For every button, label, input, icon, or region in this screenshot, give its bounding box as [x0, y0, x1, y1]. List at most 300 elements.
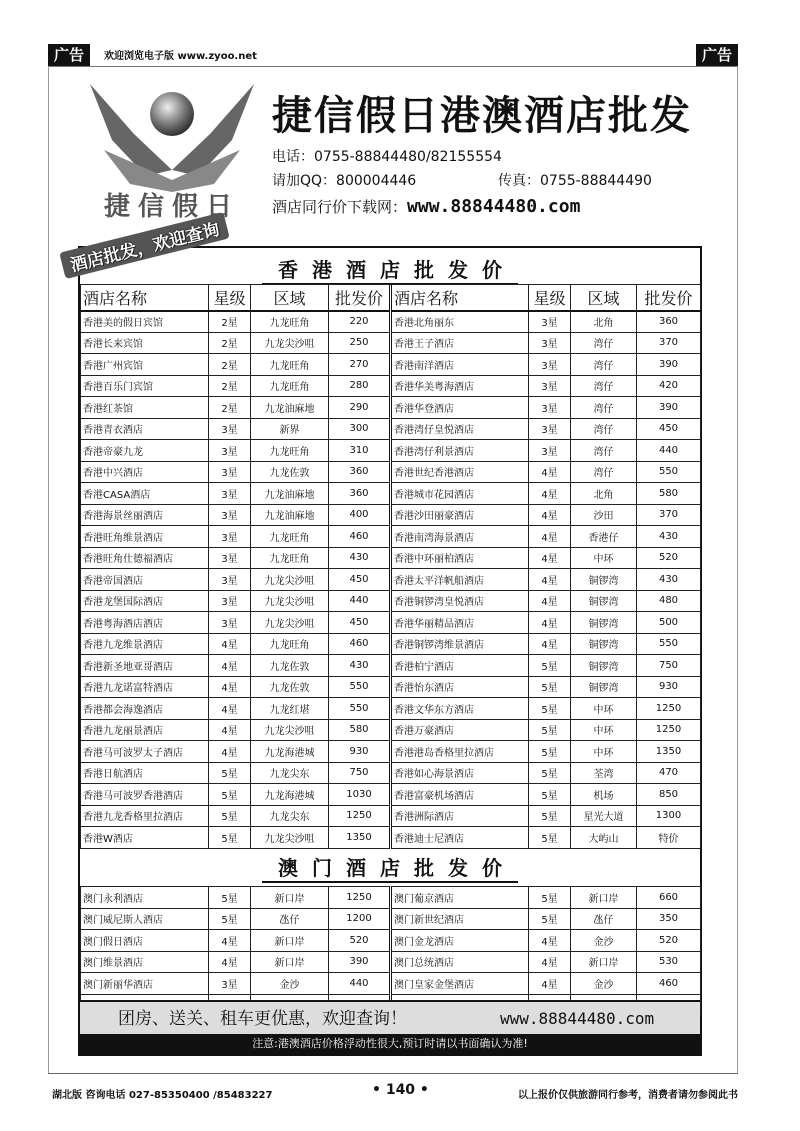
hotel-name: 香港美的假日宾馆: [81, 311, 209, 333]
wholesale-price: 特价: [637, 827, 701, 849]
table-row: [81, 676, 701, 698]
area: 九龙油麻地: [251, 504, 329, 526]
star-rating: 2星: [209, 375, 251, 397]
wholesale-price: 300: [329, 418, 391, 440]
area: 星光大道: [571, 805, 637, 827]
wholesale-price: 520: [637, 547, 701, 569]
star-rating: 3星: [209, 504, 251, 526]
wholesale-price: 550: [329, 698, 391, 720]
area: 新界: [251, 418, 329, 440]
hotel-name: 香港柏宁酒店: [391, 655, 529, 677]
logo-text: 捷信假日: [103, 192, 240, 222]
area: 湾仔: [571, 375, 637, 397]
wholesale-price: 360: [329, 461, 391, 483]
area: 湾仔: [571, 397, 637, 419]
area: 九龙佐敦: [251, 655, 329, 677]
area: 九龙油麻地: [251, 483, 329, 505]
wholesale-price: 750: [329, 762, 391, 784]
star-rating: 4星: [529, 547, 571, 569]
star-rating: 4星: [529, 526, 571, 548]
hotel-name: 香港海景丝丽酒店: [81, 504, 209, 526]
star-rating: 4星: [209, 930, 251, 952]
wholesale-price: 550: [637, 461, 701, 483]
hotel-name: 香港湾仔皇悦酒店: [391, 418, 529, 440]
wholesale-price: 420: [637, 375, 701, 397]
star-rating: 2星: [209, 354, 251, 376]
table-row: [81, 547, 701, 569]
hotel-name: 香港旺角仕德福酒店: [81, 547, 209, 569]
wholesale-price: 580: [329, 719, 391, 741]
area: 新口岸: [251, 887, 329, 909]
hotel-name: 香港港岛香格里拉酒店: [391, 741, 529, 763]
area: 湾仔: [571, 440, 637, 462]
column-header: 区域: [251, 285, 329, 311]
area: 九龙佐敦: [251, 676, 329, 698]
column-header: 星级: [209, 285, 251, 311]
footer-disclaimer: 以上报价仅供旅游同行参考，消费者请勿参阅此书: [518, 1090, 738, 1101]
star-rating: 5星: [209, 762, 251, 784]
area: 九龙尖东: [251, 762, 329, 784]
area: 九龙尖沙咀: [251, 827, 329, 849]
area: 中环: [571, 547, 637, 569]
wholesale-price: 430: [329, 547, 391, 569]
area: 九龙旺角: [251, 526, 329, 548]
area: 铜锣湾: [571, 569, 637, 591]
area: 九龙海港城: [251, 784, 329, 806]
macau-section-title: 澳门酒店批发价: [80, 852, 700, 881]
area: 铜锣湾: [571, 612, 637, 634]
column-header: 酒店名称: [391, 285, 529, 311]
wholesale-price: 660: [637, 887, 701, 909]
star-rating: 5星: [529, 655, 571, 677]
area: 九龙旺角: [251, 311, 329, 333]
hotel-name: 澳门永利酒店: [81, 887, 209, 909]
area: 九龙旺角: [251, 633, 329, 655]
area: 九龙油麻地: [251, 397, 329, 419]
hk-section-title: 香港酒店批发价: [80, 254, 700, 283]
star-rating: 3星: [529, 311, 571, 333]
star-rating: 3星: [529, 418, 571, 440]
hotel-name: 香港怡东酒店: [391, 676, 529, 698]
hotel-name: 澳门皇家金堡酒店: [391, 973, 529, 995]
star-rating: 4星: [209, 951, 251, 973]
area: 北角: [571, 483, 637, 505]
star-rating: 3星: [209, 612, 251, 634]
hotel-name: 香港W酒店: [81, 827, 209, 849]
hotel-name: 香港万豪酒店: [391, 719, 529, 741]
area: 湾仔: [571, 354, 637, 376]
table-row: [81, 741, 701, 763]
hotel-name: 香港中兴酒店: [81, 461, 209, 483]
area: 九龙旺角: [251, 440, 329, 462]
hotel-name: 香港百乐门宾馆: [81, 375, 209, 397]
wholesale-price: 250: [329, 332, 391, 354]
area: 大屿山: [571, 827, 637, 849]
table-row: [81, 908, 701, 930]
wholesale-price: 430: [637, 526, 701, 548]
hotel-name: 澳门金龙酒店: [391, 930, 529, 952]
star-rating: 5星: [529, 676, 571, 698]
hotel-name: 香港铜锣湾皇悦酒店: [391, 590, 529, 612]
footer-rule: [48, 1073, 738, 1074]
star-rating: 3星: [209, 590, 251, 612]
hotel-name: 香港世纪香港酒店: [391, 461, 529, 483]
hk-table-header: [81, 285, 701, 311]
wholesale-price: 470: [637, 762, 701, 784]
wholesale-price: 1250: [637, 719, 701, 741]
area: 荃湾: [571, 762, 637, 784]
website-label: 酒店同行价下载网：: [272, 198, 408, 216]
wholesale-price: 460: [637, 973, 701, 995]
hotel-name: 澳门总统酒店: [391, 951, 529, 973]
table-row: [81, 375, 701, 397]
star-rating: 3星: [529, 354, 571, 376]
star-rating: 4星: [529, 973, 571, 995]
area: 铜锣湾: [571, 590, 637, 612]
website-line: [272, 196, 580, 217]
wholesale-price: 500: [637, 612, 701, 634]
hotel-name: 香港华美粤海酒店: [391, 375, 529, 397]
wholesale-price: 450: [637, 418, 701, 440]
hotel-name: 香港华丽精品酒店: [391, 612, 529, 634]
hotel-name: 香港日航酒店: [81, 762, 209, 784]
hotel-name: 香港文华东方酒店: [391, 698, 529, 720]
hotel-name: 香港北角丽东: [391, 311, 529, 333]
area: 铜锣湾: [571, 655, 637, 677]
wholesale-price: 480: [637, 590, 701, 612]
table-row: [81, 483, 701, 505]
hotel-name: 香港九龙丽景酒店: [81, 719, 209, 741]
wholesale-price: 400: [329, 504, 391, 526]
table-row: [81, 354, 701, 376]
area: 九龙尖东: [251, 805, 329, 827]
wholesale-price: 290: [329, 397, 391, 419]
wholesale-price: 530: [637, 951, 701, 973]
wholesale-price: 220: [329, 311, 391, 333]
wholesale-price: 1200: [329, 908, 391, 930]
hotel-name: 香港中环丽柏酒店: [391, 547, 529, 569]
hotel-name: 香港红茶馆: [81, 397, 209, 419]
wholesale-price: 1030: [329, 784, 391, 806]
table-row: [81, 504, 701, 526]
table-row: [81, 526, 701, 548]
hotel-name: 香港南洋酒店: [391, 354, 529, 376]
area: 香港仔: [571, 526, 637, 548]
area: 九龙尖沙咀: [251, 569, 329, 591]
wholesale-price: 1250: [637, 698, 701, 720]
ad-tag-left: 广告: [48, 44, 90, 66]
star-rating: 4星: [209, 655, 251, 677]
area: 沙田: [571, 504, 637, 526]
hotel-name: 香港马可波罗太子酒店: [81, 741, 209, 763]
table-row: [81, 397, 701, 419]
hotel-name: 香港南湾海景酒店: [391, 526, 529, 548]
hotel-name: 香港旺角维景酒店: [81, 526, 209, 548]
table-row: [81, 418, 701, 440]
star-rating: 3星: [529, 440, 571, 462]
macau-price-table: [80, 886, 701, 1016]
hotel-name: 香港王子酒店: [391, 332, 529, 354]
wholesale-price: 360: [637, 311, 701, 333]
area: 九龙尖沙咀: [251, 332, 329, 354]
right-rule: [737, 66, 738, 1073]
price-list-frame: [78, 246, 702, 1056]
wholesale-price: 520: [637, 930, 701, 952]
table-row: [81, 569, 701, 591]
area: 九龙旺角: [251, 354, 329, 376]
hotel-name: 澳门威尼斯人酒店: [81, 908, 209, 930]
star-rating: 5星: [529, 698, 571, 720]
wholesale-price: 370: [637, 504, 701, 526]
wholesale-price: 430: [329, 655, 391, 677]
hotel-name: 香港湾仔利景酒店: [391, 440, 529, 462]
hotel-name: 香港九龙香格里拉酒店: [81, 805, 209, 827]
brand-title: 捷信假日港澳酒店批发: [272, 93, 692, 139]
star-rating: 4星: [209, 698, 251, 720]
star-rating: 5星: [209, 784, 251, 806]
hotel-name: 香港新圣地亚哥酒店: [81, 655, 209, 677]
wholesale-price: 1250: [329, 805, 391, 827]
table-row: [81, 973, 701, 995]
star-rating: 5星: [529, 887, 571, 909]
table-row: [81, 805, 701, 827]
table-row: [81, 655, 701, 677]
area: 新口岸: [251, 951, 329, 973]
star-rating: 2星: [209, 311, 251, 333]
promo-bar: [80, 1000, 700, 1034]
area: 氹仔: [571, 908, 637, 930]
wholesale-price: 460: [329, 633, 391, 655]
star-rating: 3星: [529, 332, 571, 354]
area: 湾仔: [571, 418, 637, 440]
table-row: [81, 930, 701, 952]
star-rating: 4星: [529, 461, 571, 483]
area: 九龙海港城: [251, 741, 329, 763]
hotel-name: 香港铜锣湾维景酒店: [391, 633, 529, 655]
area: 铜锣湾: [571, 676, 637, 698]
star-rating: 5星: [209, 805, 251, 827]
area: 九龙佐敦: [251, 461, 329, 483]
wholesale-price: 850: [637, 784, 701, 806]
hotel-name: 香港龙堡国际酒店: [81, 590, 209, 612]
star-rating: 5星: [529, 784, 571, 806]
wholesale-price: 390: [329, 951, 391, 973]
hotel-name: 香港都会海逸酒店: [81, 698, 209, 720]
hotel-name: 香港CASA酒店: [81, 483, 209, 505]
phone-text: 电话：0755-88844480/82155554: [272, 149, 502, 165]
area: 九龙红堪: [251, 698, 329, 720]
star-rating: 4星: [209, 719, 251, 741]
wholesale-price: 1350: [637, 741, 701, 763]
top-rule: [48, 66, 738, 67]
area: 中环: [571, 698, 637, 720]
area: 中环: [571, 741, 637, 763]
star-rating: 3星: [529, 397, 571, 419]
table-row: [81, 762, 701, 784]
hotel-name: 香港如心海景酒店: [391, 762, 529, 784]
hotel-name: 香港长来宾馆: [81, 332, 209, 354]
wholesale-price: 370: [637, 332, 701, 354]
footer-contact: 湖北版 咨询电话 027-85350400 /85483227: [52, 1090, 273, 1101]
website-url[interactable]: www.88844480.com: [407, 196, 581, 217]
wholesale-price: 1350: [329, 827, 391, 849]
area: 中环: [571, 719, 637, 741]
table-row: [81, 887, 701, 909]
table-row: [81, 461, 701, 483]
table-row: [81, 332, 701, 354]
star-rating: 4星: [529, 633, 571, 655]
wholesale-price: 1300: [637, 805, 701, 827]
star-rating: 4星: [529, 612, 571, 634]
star-rating: 4星: [529, 951, 571, 973]
wholesale-price: 390: [637, 397, 701, 419]
wholesale-price: 430: [637, 569, 701, 591]
wholesale-price: 460: [329, 526, 391, 548]
star-rating: 3星: [209, 418, 251, 440]
wholesale-price: 550: [637, 633, 701, 655]
star-rating: 3星: [209, 526, 251, 548]
column-header: 星级: [529, 285, 571, 311]
hotel-name: 香港广州宾馆: [81, 354, 209, 376]
star-rating: 2星: [209, 397, 251, 419]
hotel-name: 香港城市花园酒店: [391, 483, 529, 505]
table-row: [81, 633, 701, 655]
star-rating: 3星: [209, 569, 251, 591]
wholesale-price: 1250: [329, 887, 391, 909]
table-row: [81, 590, 701, 612]
star-rating: 5星: [529, 719, 571, 741]
star-rating: 5星: [529, 762, 571, 784]
area: 九龙尖沙咀: [251, 612, 329, 634]
star-rating: 5星: [529, 827, 571, 849]
wholesale-price: 580: [637, 483, 701, 505]
hk-price-table: [80, 284, 701, 849]
table-row: [81, 951, 701, 973]
area: 铜锣湾: [571, 633, 637, 655]
area: 新口岸: [571, 887, 637, 909]
wholesale-price: 520: [329, 930, 391, 952]
wholesale-price: 750: [637, 655, 701, 677]
wholesale-price: 280: [329, 375, 391, 397]
star-rating: 3星: [209, 483, 251, 505]
area: 九龙旺角: [251, 375, 329, 397]
area: 九龙尖沙咀: [251, 590, 329, 612]
star-rating: 4星: [209, 741, 251, 763]
hotel-name: 香港富豪机场酒店: [391, 784, 529, 806]
hotel-name: 香港沙田丽豪酒店: [391, 504, 529, 526]
hotel-name: 澳门新世纪酒店: [391, 908, 529, 930]
stamp-text: 酒店批发，欢迎查询: [59, 212, 230, 279]
wholesale-price: 550: [329, 676, 391, 698]
wholesale-price: 440: [329, 590, 391, 612]
area: 新口岸: [251, 930, 329, 952]
star-rating: 5星: [529, 805, 571, 827]
wholesale-price: 930: [637, 676, 701, 698]
hotel-name: 澳门维景酒店: [81, 951, 209, 973]
top-note: 欢迎浏览电子版 www.zyoo.net: [104, 51, 257, 62]
column-header: 批发价: [329, 285, 391, 311]
star-rating: 3星: [209, 973, 251, 995]
area: 九龙旺角: [251, 547, 329, 569]
wholesale-price: 440: [329, 973, 391, 995]
table-row: [81, 827, 701, 849]
hotel-name: 香港青衣酒店: [81, 418, 209, 440]
hotel-name: 香港粤海酒店酒店: [81, 612, 209, 634]
table-row: [81, 784, 701, 806]
table-row: [81, 698, 701, 720]
ad-tag-right: 广告: [696, 44, 738, 66]
wholesale-price: 270: [329, 354, 391, 376]
star-rating: 3星: [529, 375, 571, 397]
promo-url[interactable]: www.88844480.com: [500, 1009, 655, 1028]
wholesale-price: 390: [637, 354, 701, 376]
hotel-name: 香港华登酒店: [391, 397, 529, 419]
table-row: [81, 719, 701, 741]
wholesale-price: 440: [637, 440, 701, 462]
hotel-name: 香港九龙诺富特酒店: [81, 676, 209, 698]
star-rating: 4星: [209, 676, 251, 698]
hotel-name: 香港帝国酒店: [81, 569, 209, 591]
column-header: 区域: [571, 285, 637, 311]
hotel-name: 澳门葡京酒店: [391, 887, 529, 909]
hotel-name: 澳门新丽华酒店: [81, 973, 209, 995]
promo-text: 团房、送关、租车更优惠，欢迎查询！: [118, 1009, 407, 1029]
star-rating: 5星: [529, 908, 571, 930]
hotel-name: 澳门假日酒店: [81, 930, 209, 952]
star-rating: 3星: [209, 547, 251, 569]
star-rating: 4星: [529, 569, 571, 591]
star-rating: 4星: [529, 483, 571, 505]
star-rating: 4星: [529, 504, 571, 526]
star-rating: 5星: [209, 887, 251, 909]
hotel-name: 香港洲际酒店: [391, 805, 529, 827]
hotel-name: 香港帝豪九龙: [81, 440, 209, 462]
page-number: • 140 •: [372, 1082, 429, 1098]
table-row: [81, 440, 701, 462]
area: 北角: [571, 311, 637, 333]
star-rating: 4星: [529, 930, 571, 952]
hotel-name: 香港九龙维景酒店: [81, 633, 209, 655]
qq-text: 请加QQ：800004446: [272, 173, 417, 189]
star-rating: 3星: [209, 440, 251, 462]
table-row: [81, 612, 701, 634]
area: 九龙尖沙咀: [251, 719, 329, 741]
star-rating: 5星: [209, 908, 251, 930]
hotel-name: 香港马可波罗香港酒店: [81, 784, 209, 806]
wholesale-price: 930: [329, 741, 391, 763]
wholesale-price: 350: [637, 908, 701, 930]
area: 湾仔: [571, 461, 637, 483]
area: 新口岸: [571, 951, 637, 973]
star-rating: 5星: [209, 827, 251, 849]
column-header: 酒店名称: [81, 285, 209, 311]
fax-text: 传真：0755-88844490: [498, 173, 652, 189]
star-rating: 5星: [529, 741, 571, 763]
hotel-name: 香港迪士尼酒店: [391, 827, 529, 849]
column-header: 批发价: [637, 285, 701, 311]
wholesale-price: 450: [329, 612, 391, 634]
area: 湾仔: [571, 332, 637, 354]
hotel-name: 香港太平洋帆船酒店: [391, 569, 529, 591]
area: 金沙: [571, 930, 637, 952]
star-rating: 4星: [529, 590, 571, 612]
star-rating: 4星: [209, 633, 251, 655]
star-rating: 2星: [209, 332, 251, 354]
area: 金沙: [571, 973, 637, 995]
wholesale-price: 310: [329, 440, 391, 462]
star-rating: 3星: [209, 461, 251, 483]
wholesale-price: 360: [329, 483, 391, 505]
